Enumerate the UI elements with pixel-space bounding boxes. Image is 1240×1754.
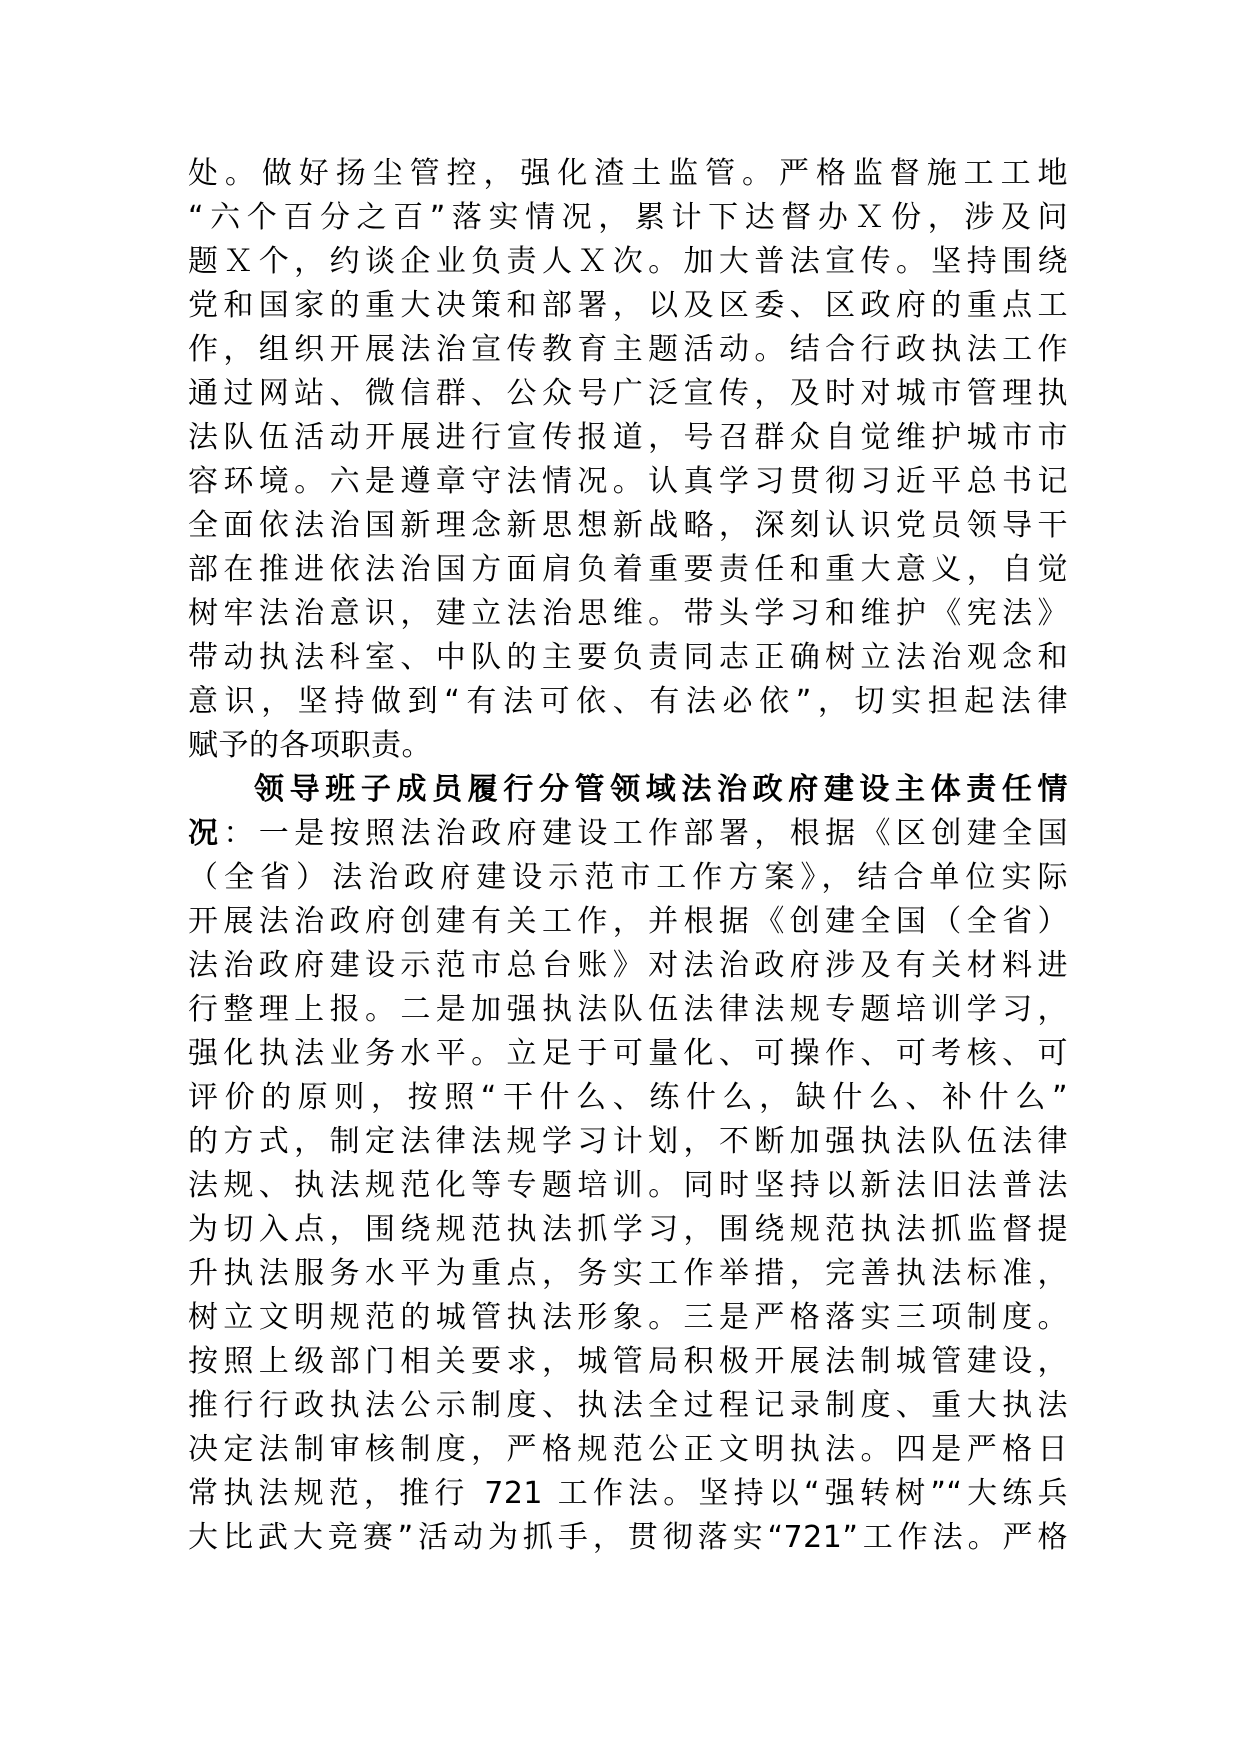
text-line: 常执法规范，推行 721 工作法。坚持以“强转树”“大练兵 xyxy=(188,1476,1068,1511)
body-text xyxy=(188,152,1068,1560)
text-line: 部在推进依法治国方面肩负着重要责任和重大意义，自觉 xyxy=(188,552,1068,587)
text-line: 法队伍活动开展进行宣传报道，号召群众自觉维护城市市 xyxy=(188,420,1068,455)
text-line: 决定法制审核制度，严格规范公正文明执法。四是严格日 xyxy=(188,1432,1068,1467)
section-heading: 领导班子成员履行分管领域法治政府建设主体责任情 xyxy=(254,772,1068,807)
text-line: 意识，坚持做到“有法可依、有法必依”，切实担起法律 xyxy=(188,684,1068,719)
text-line: 树立文明规范的城管执法形象。三是严格落实三项制度。 xyxy=(188,1300,1068,1335)
text-line: 法治政府建设示范市总台账》对法治政府涉及有关材料进 xyxy=(188,948,1068,983)
text-line: 开展法治政府创建有关工作，并根据《创建全国（全省） xyxy=(188,904,1068,939)
text-line: 为切入点，围绕规范执法抓学习，围绕规范执法抓监督提 xyxy=(188,1212,1068,1247)
text-line: 容环境。六是遵章守法情况。认真学习贯彻习近平总书记 xyxy=(188,464,1068,499)
text-line: 法规、执法规范化等专题培训。同时坚持以新法旧法普法 xyxy=(188,1168,1068,1203)
text-line: 按照上级部门相关要求，城管局积极开展法制城管建设， xyxy=(188,1344,1068,1379)
text-line: 题Ｘ个，约谈企业负责人Ｘ次。加大普法宣传。坚持围绕 xyxy=(188,244,1068,279)
text-line: 通过网站、微信群、公众号广泛宣传，及时对城市管理执 xyxy=(188,376,1068,411)
text-line: 强化执法业务水平。立足于可量化、可操作、可考核、可 xyxy=(188,1036,1068,1071)
paragraph-2 xyxy=(188,768,1068,1560)
text-line: 行整理上报。二是加强执法队伍法律法规专题培训学习， xyxy=(188,992,1068,1027)
text-line: 全面依法治国新理念新思想新战略，深刻认识党员领导干 xyxy=(188,508,1068,543)
text-line: 树牢法治意识，建立法治思维。带头学习和维护《宪法》 xyxy=(188,596,1068,631)
text-line: 推行行政执法公示制度、执法全过程记录制度、重大执法 xyxy=(188,1388,1068,1423)
text-line: （全省）法治政府建设示范市工作方案》，结合单位实际 xyxy=(188,860,1068,895)
text-line: 的方式，制定法律法规学习计划，不断加强执法队伍法律 xyxy=(188,1124,1068,1159)
text-line xyxy=(188,812,1068,856)
text-line: 大比武大竞赛”活动为抓手，贯彻落实“721”工作法。严格 xyxy=(188,1520,1068,1555)
text-line: 赋予的各项职责。 xyxy=(188,728,432,763)
text-line-rest: ：一是按照法治政府建设工作部署，根据《区创建全国 xyxy=(223,816,1069,851)
text-line: 处。做好扬尘管控，强化渣土监管。严格监督施工工地 xyxy=(188,156,1068,191)
paragraph-1 xyxy=(188,152,1068,768)
text-line: 评价的原则，按照“干什么、练什么，缺什么、补什么” xyxy=(188,1080,1068,1115)
section-heading-end: 况 xyxy=(188,816,224,851)
text-line: 党和国家的重大决策和部署，以及区委、区政府的重点工 xyxy=(188,288,1068,323)
text-line: 作，组织开展法治宣传教育主题活动。结合行政执法工作 xyxy=(188,332,1068,367)
text-line: 升执法服务水平为重点，务实工作举措，完善执法标准， xyxy=(188,1256,1068,1291)
text-line: 带动执法科室、中队的主要负责同志正确树立法治观念和 xyxy=(188,640,1068,675)
text-line: “六个百分之百”落实情况，累计下达督办Ｘ份，涉及问 xyxy=(188,200,1068,235)
